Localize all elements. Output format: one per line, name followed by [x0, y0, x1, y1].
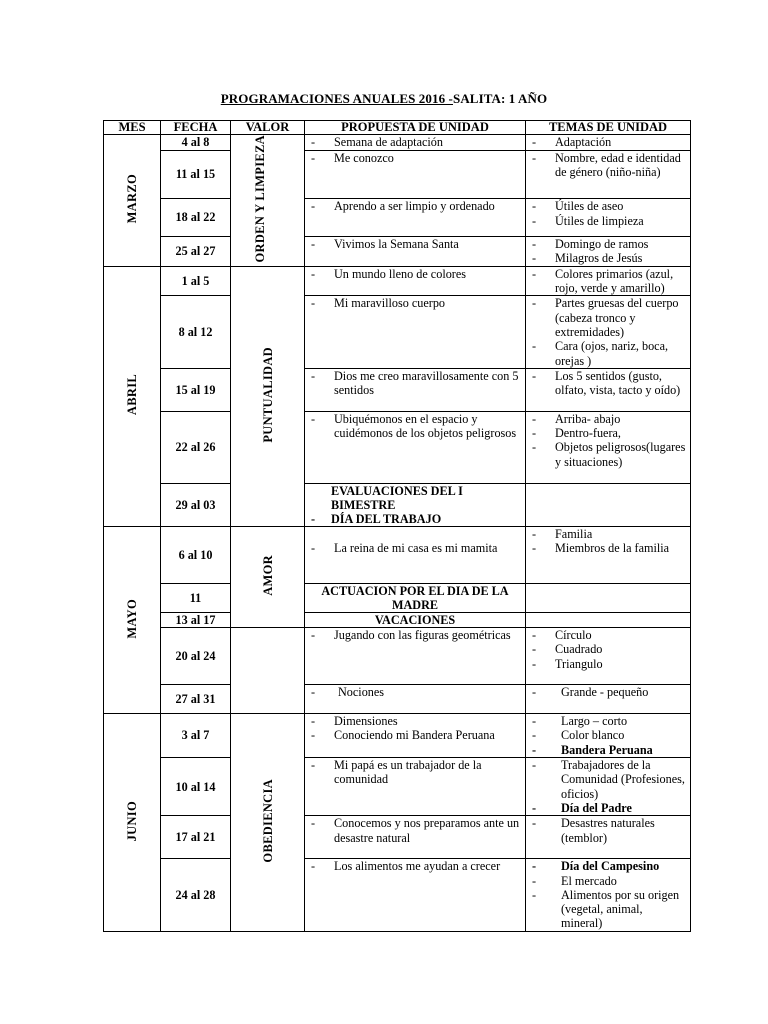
topics-cell: [526, 411, 691, 483]
header-row: [104, 121, 691, 135]
date-cell: 4 al 8: [161, 135, 231, 151]
proposal-cell: [305, 411, 526, 483]
table-row: [104, 612, 691, 627]
list-item: - Trabajadores de la Comunidad (Profesiones, oficios): [526, 758, 690, 801]
list-item: - Día del Campesino: [526, 859, 690, 873]
list-item: - Familia: [526, 527, 690, 541]
table-row: [104, 135, 691, 151]
proposal-cell: [305, 612, 526, 627]
list-item: - Semana de adaptación: [305, 135, 525, 149]
list-item: - Grande - pequeño: [526, 685, 690, 699]
topics-cell: [526, 296, 691, 368]
month-label: MARZO: [125, 174, 139, 224]
proposal-cell: [305, 526, 526, 583]
proposal-cell: [305, 758, 526, 816]
annual-program-table: [103, 120, 691, 932]
list-item: - Círculo: [526, 628, 690, 642]
list-item: - Dios me creo maravillosamente con 5 sentidos: [305, 369, 525, 398]
list-item: - Nombre, edad e identidad de género (niño-niña): [526, 151, 690, 180]
header-fecha: FECHA: [161, 121, 231, 135]
date-cell: 3 al 7: [161, 714, 231, 758]
value-cell-puntualidad: [231, 266, 305, 526]
list-item: - Adaptación: [526, 135, 690, 149]
list-item: - Largo – corto: [526, 714, 690, 728]
date-cell: 27 al 31: [161, 685, 231, 714]
proposal-cell: [305, 483, 526, 526]
proposal-cell: [305, 859, 526, 931]
date-cell: 29 al 03: [161, 483, 231, 526]
list-item: - Me conozco: [305, 151, 525, 165]
proposal-cell: [305, 150, 526, 199]
topics-cell: [526, 685, 691, 714]
table-row: [104, 296, 691, 368]
proposal-cell: [305, 199, 526, 237]
date-cell: 20 al 24: [161, 628, 231, 685]
table-row: [104, 685, 691, 714]
table-row: [104, 411, 691, 483]
topics-cell: [526, 150, 691, 199]
list-item: - Desastres naturales (temblor): [526, 816, 690, 845]
date-cell: 18 al 22: [161, 199, 231, 237]
list-item: - Jugando con las figuras geométricas: [305, 628, 525, 642]
list-item: - Alimentos por su origen (vegetal, animal, mineral): [526, 888, 690, 931]
month-cell-abril: [104, 266, 161, 526]
proposal-cell: [305, 714, 526, 758]
proposal-cell: [305, 685, 526, 714]
date-cell: 10 al 14: [161, 758, 231, 816]
date-cell: 1 al 5: [161, 266, 231, 296]
value-label: OBEDIENCIA: [260, 779, 275, 863]
list-item: - Domingo de ramos: [526, 237, 690, 251]
date-cell: 11: [161, 583, 231, 612]
list-item: - Vivimos la Semana Santa: [305, 237, 525, 251]
topics-cell: [526, 236, 691, 266]
value-cell-amor: [231, 526, 305, 627]
table-row: [104, 714, 691, 758]
date-cell: 22 al 26: [161, 411, 231, 483]
mother-day-act: ACTUACION POR EL DIA DE LA MADRE: [321, 583, 509, 612]
proposal-cell: [305, 368, 526, 411]
header-temas: TEMAS DE UNIDAD: [526, 121, 691, 135]
proposal-cell: [305, 236, 526, 266]
value-label: ORDEN Y LIMPIEZA: [252, 135, 267, 263]
topics-cell: [526, 612, 691, 627]
list-item: - Nociones: [305, 685, 525, 699]
proposal-cell: [305, 628, 526, 685]
list-item: - Cuadrado: [526, 642, 690, 656]
list-item: - Conociendo mi Bandera Peruana: [305, 728, 525, 742]
table-row: [104, 526, 691, 583]
proposal-cell: [305, 135, 526, 151]
table-row: [104, 859, 691, 931]
list-item: - Un mundo lleno de colores: [305, 267, 525, 281]
header-mes: MES: [104, 121, 161, 135]
value-label: PUNTUALIDAD: [260, 346, 275, 443]
list-item: - Triangulo: [526, 657, 690, 671]
topics-cell: [526, 859, 691, 931]
proposal-cell: [305, 296, 526, 368]
date-cell: 8 al 12: [161, 296, 231, 368]
list-item: - Cara (ojos, nariz, boca, orejas ): [526, 339, 690, 368]
topics-cell: [526, 526, 691, 583]
table-row: [104, 483, 691, 526]
topics-cell: [526, 135, 691, 151]
header-propuesta: PROPUESTA DE UNIDAD: [305, 121, 526, 135]
topics-cell: [526, 714, 691, 758]
value-cell-empty: [231, 628, 305, 714]
document-title: [0, 91, 768, 107]
value-cell-obediencia: [231, 714, 305, 932]
list-item: - Útiles de limpieza: [526, 214, 690, 228]
list-item: - Útiles de aseo: [526, 199, 690, 213]
date-cell: 11 al 15: [161, 150, 231, 199]
topics-cell: [526, 816, 691, 859]
list-item: - Dimensiones: [305, 714, 525, 728]
list-item: - Arriba- abajo: [526, 412, 690, 426]
date-cell: 15 al 19: [161, 368, 231, 411]
list-item: - La reina de mi casa es mi mamita: [305, 541, 525, 555]
title-part-underlined: PROGRAMACIONES ANUALES 2016 -: [220, 91, 453, 106]
list-item: - Milagros de Jesús: [526, 251, 690, 265]
month-label: ABRIL: [125, 374, 139, 416]
table-row: [104, 199, 691, 237]
date-cell: 13 al 17: [161, 612, 231, 627]
evaluation-label: EVALUACIONES DEL I BIMESTRE: [331, 483, 463, 512]
month-label: JUNIO: [125, 800, 139, 841]
month-label: MAYO: [125, 598, 139, 639]
table-row: [104, 583, 691, 612]
list-item: - El mercado: [526, 874, 690, 888]
topics-cell: [526, 266, 691, 296]
table-row: [104, 236, 691, 266]
list-item: - Ubiquémonos en el espacio y cuidémonos de los objetos peligrosos: [305, 412, 525, 441]
list-item: - Día del Padre: [526, 801, 690, 815]
month-cell-junio: [104, 714, 161, 932]
table-row: [104, 266, 691, 296]
proposal-cell: [305, 816, 526, 859]
proposal-cell: [305, 266, 526, 296]
table-row: [104, 150, 691, 199]
value-cell-orden: [231, 135, 305, 267]
list-item: - Conocemos y nos preparamos ante un desastre natural: [305, 816, 525, 845]
list-item: - Dentro-fuera,: [526, 426, 690, 440]
date-cell: 24 al 28: [161, 859, 231, 931]
list-item: - Mi maravilloso cuerpo: [305, 296, 525, 310]
title-part-salita: SALITA: 1 AÑO: [452, 91, 548, 106]
header-valor: VALOR: [231, 121, 305, 135]
value-label: AMOR: [260, 554, 275, 596]
list-item: - Objetos peligrosos(lugares y situaciones): [526, 440, 690, 469]
topics-cell: [526, 368, 691, 411]
vacation-label: VACACIONES: [374, 613, 456, 628]
list-item: - Los alimentos me ayudan a crecer: [305, 859, 525, 873]
list-item: - Color blanco: [526, 728, 690, 742]
month-cell-mayo: [104, 526, 161, 713]
table-row: [104, 758, 691, 816]
list-item: - Aprendo a ser limpio y ordenado: [305, 199, 525, 213]
date-cell: 25 al 27: [161, 236, 231, 266]
list-item: - Bandera Peruana: [526, 743, 690, 757]
topics-cell: [526, 758, 691, 816]
table-row: [104, 368, 691, 411]
table-row: [104, 816, 691, 859]
topics-cell: [526, 628, 691, 685]
list-item: - Miembros de la familia: [526, 541, 690, 555]
list-item: - Partes gruesas del cuerpo (cabeza tronco y extremidades): [526, 296, 690, 339]
topics-cell: [526, 483, 691, 526]
table-row: [104, 628, 691, 685]
date-cell: 6 al 10: [161, 526, 231, 583]
list-item: - DÍA DEL TRABAJO: [305, 512, 525, 526]
proposal-cell: [305, 583, 526, 612]
topics-cell: [526, 583, 691, 612]
date-cell: 17 al 21: [161, 816, 231, 859]
list-item: - Mi papá es un trabajador de la comunidad: [305, 758, 525, 787]
topics-cell: [526, 199, 691, 237]
month-cell-marzo: [104, 135, 161, 267]
list-item: - Los 5 sentidos (gusto, olfato, vista, tacto y oído): [526, 369, 690, 398]
list-item: - Colores primarios (azul, rojo, verde y amarillo): [526, 267, 690, 296]
